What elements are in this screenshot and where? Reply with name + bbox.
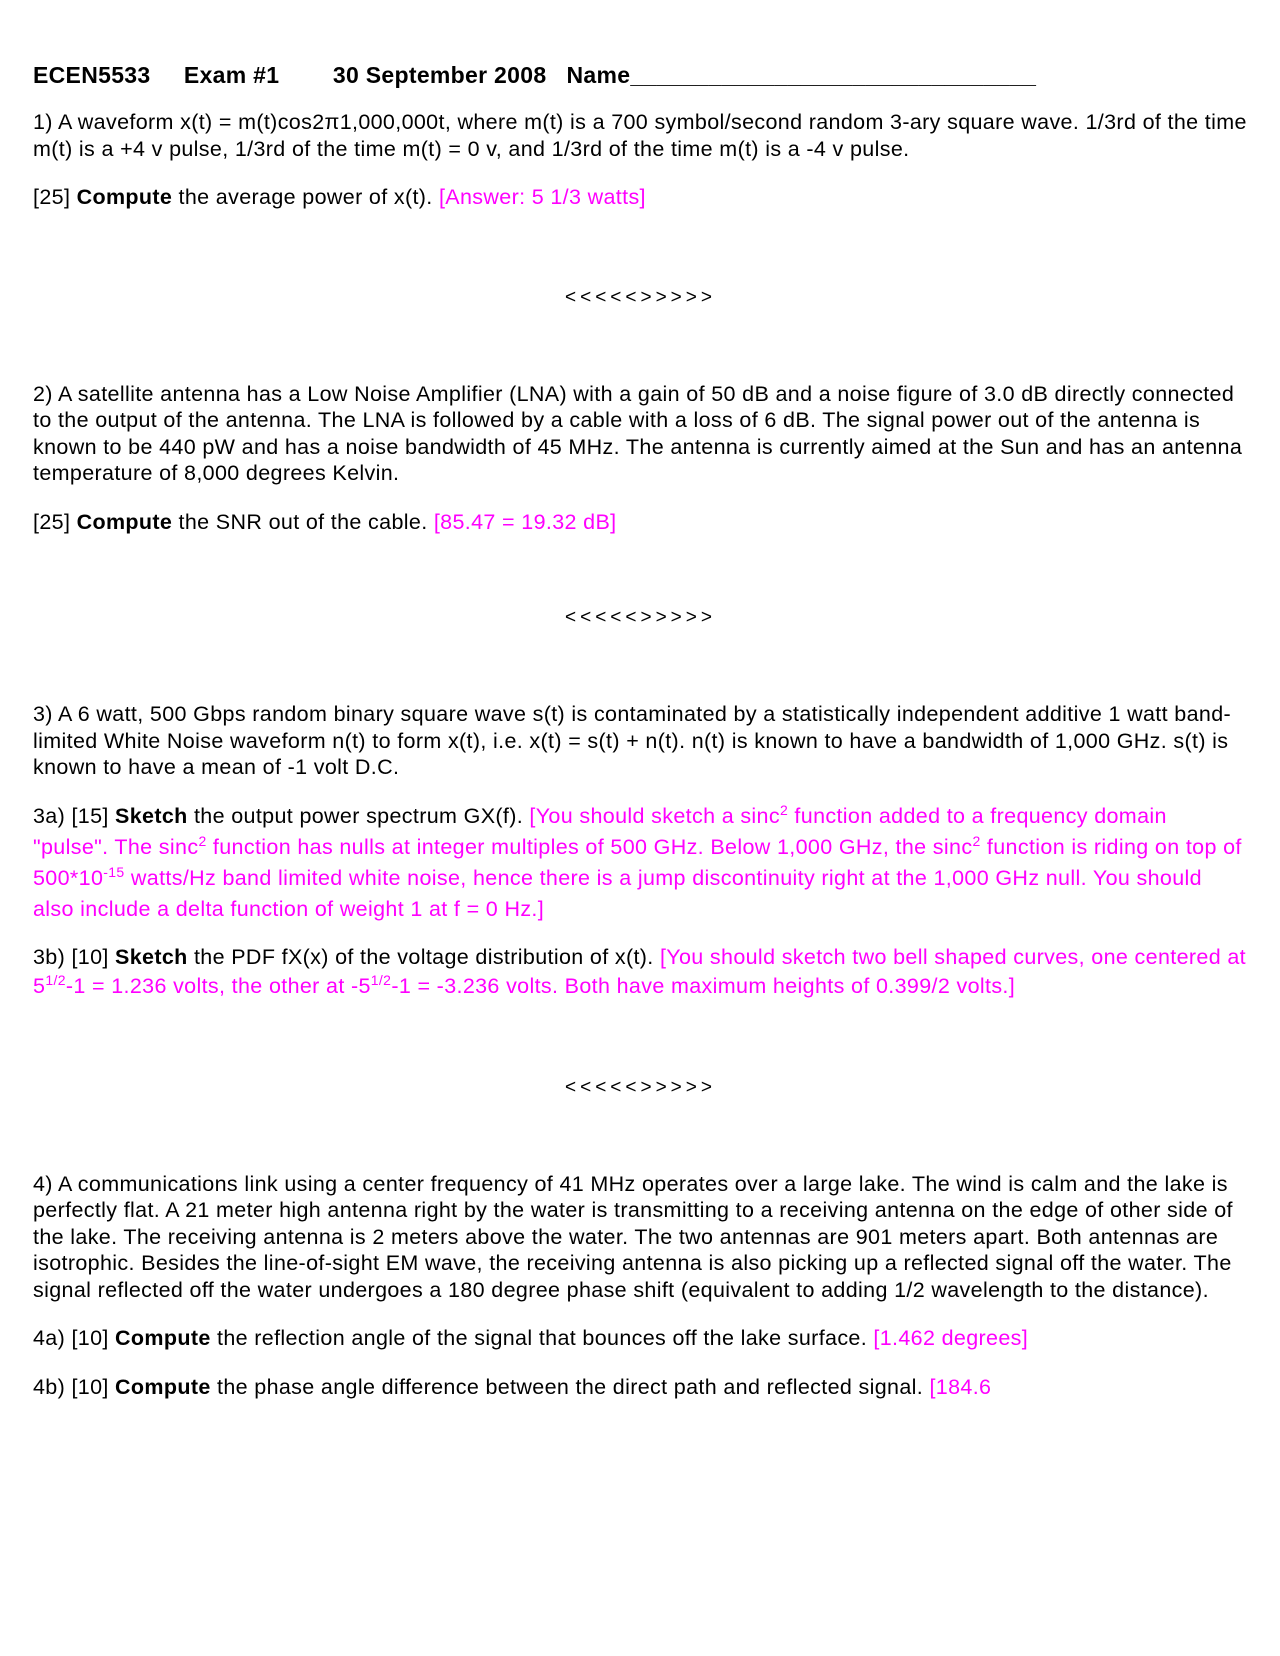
q1-statement: 1) A waveform x(t) = m(t)cos2π1,000,000t, where m(t) is a 700 symbol/second random 3-ary square wave. 1/3rd of the time m(t) is a +4 v pulse, 1/3rd of the time m(t) = 0 v, and 1/3rd of the time m(t) is a -4 v pulse.: [33, 110, 1247, 161]
superscript: 2: [779, 801, 789, 818]
q3b-answer-part: [You should sketch two bell shaped curves, one centered at 5: [33, 944, 1246, 998]
q4a-verb: Compute: [115, 1326, 211, 1350]
q2-task: [33, 509, 1248, 536]
q1-answer: [Answer: 5 1/3 watts]: [438, 185, 646, 209]
separator-1: <<<<<>>>>>: [565, 286, 716, 308]
q4b-label: 4b) [10]: [33, 1374, 109, 1399]
q3a-label: 3a) [15]: [33, 803, 109, 828]
q3a-task: [33, 801, 1248, 925]
q2-prompt: the SNR out of the cable.: [178, 509, 428, 534]
q3b-label: 3b) [10]: [33, 944, 109, 969]
q2-verb: Compute: [76, 509, 173, 534]
q3a-answer-part: function added to a frequency domain "pulse". The sinc: [33, 803, 1167, 859]
q4b-answer: [184.6: [929, 1374, 992, 1399]
q3b-answer-part: -1 = 1.236 volts, the other at -5: [65, 973, 371, 998]
name-field: Name_______________________________: [566, 62, 1037, 88]
q3b-prompt: the PDF fX(x) of the voltage distribution of x(t).: [193, 944, 654, 969]
course-code: ECEN5533: [33, 62, 151, 88]
exam-date: 30 September 2008: [332, 62, 547, 88]
q3a-answer-part: function has nulls at integer multiples of 500 GHz. Below 1,000 GHz, the sinc: [206, 834, 973, 859]
q4a-task: [33, 1325, 1248, 1352]
q3a-prompt: the output power spectrum GX(f).: [193, 803, 524, 828]
superscript: 1/2: [45, 971, 66, 988]
q1-prompt: the average power of x(t).: [178, 185, 433, 209]
superscript: 2: [198, 832, 207, 849]
q3b-task: [33, 943, 1248, 1001]
q4-statement: 4) A communications link using a center frequency of 41 MHz operates over a large lake. The wind is calm and the lake is perfectly flat. A 21 meter high antenna right by the water is transmitting to a receiving antenna on the edge of other side of the lake. The receiving antenna is 2 meters above the water. The two antennas are 901 meters apart. Both antennas are isotrophic. Besides the line-of-sight EM wave, the receiving antenna is also picking up a reflected signal off the water. The signal reflected off the water undergoes a 180 degree phase shift (equivalent to adding 1/2 wavelength to the distance).: [33, 1171, 1233, 1302]
q1-task: [33, 184, 1248, 211]
q4b-task: [33, 1374, 1248, 1401]
q4a-prompt: the reflection angle of the signal that bounces off the lake surface.: [217, 1326, 868, 1350]
q3a-answer-part: [You should sketch a sinc: [529, 803, 780, 828]
separator-3: <<<<<>>>>>: [565, 1076, 716, 1098]
q3a-answer-part: function is riding on top of 500*10: [33, 834, 1242, 890]
superscript: 2: [972, 832, 981, 849]
q2-points: [25]: [33, 509, 71, 534]
q2-statement: 2) A satellite antenna has a Low Noise Amplifier (LNA) with a gain of 50 dB and a noise figure of 3.0 dB directly connected to the output of the antenna. The LNA is followed by a cable with a loss of 6 dB. The signal power out of the antenna is known to be 440 pW and has a noise bandwidth of 45 MHz. The antenna is currently aimed at the Sun and has an antenna temperature of 8,000 degrees Kelvin.: [33, 381, 1243, 485]
q1-points: [25]: [33, 185, 71, 209]
exam-number: Exam #1: [183, 62, 280, 88]
q4b-verb: Compute: [115, 1374, 211, 1399]
q4a-answer: [1.462 degrees]: [873, 1326, 1029, 1350]
q3a-verb: Sketch: [115, 803, 188, 828]
q3a-answer-part: watts/Hz band limited white noise, hence there is a jump discontinuity right at the 1,000 GHz null. You should also include a delta function of weight 1 at f = 0 Hz.]: [33, 865, 1202, 921]
q1-verb: Compute: [76, 185, 173, 209]
q3b-verb: Sketch: [115, 944, 188, 969]
separator-2: <<<<<>>>>>: [565, 607, 716, 628]
q4a-label: 4a) [10]: [33, 1326, 109, 1350]
q4b-prompt: the phase angle difference between the direct path and reflected signal.: [217, 1374, 924, 1399]
superscript: 1/2: [370, 971, 392, 988]
q3-statement: 3) A 6 watt, 500 Gbps random binary square wave s(t) is contaminated by a statistically independent additive 1 watt band-limited White Noise waveform n(t) to form x(t), i.e. x(t) = s(t) + n(t). n(t) is known to have a bandwidth of 1,000 GHz. s(t) is known to have a mean of -1 volt D.C.: [33, 702, 1232, 779]
superscript: -15: [103, 863, 125, 880]
exam-page: [33, 62, 1248, 1400]
q2-answer: [85.47 = 19.32 dB]: [433, 509, 617, 534]
q3b-answer-part: -1 = -3.236 volts. Both have maximum heights of 0.399/2 volts.]: [391, 973, 1016, 998]
exam-header: [33, 62, 1248, 89]
